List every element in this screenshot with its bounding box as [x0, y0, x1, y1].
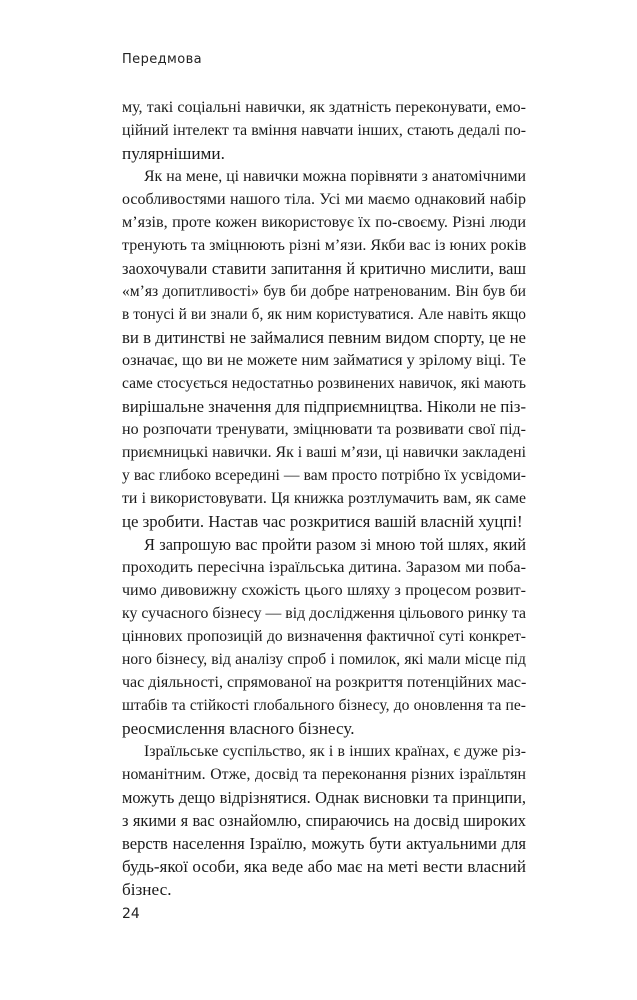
text-line: Я запрошую вас пройти разом зі мною той шлях, який: [144, 535, 526, 554]
text-line: в тонусі й ви знали б, як ним користуватися. Але навіть якщо: [122, 306, 526, 323]
text-line: Ізраїльське суспільство, як і в інших країнах, є дуже різ-: [144, 743, 526, 760]
text-line: ціннових пропозицій до визначення фактичної суті конкрет-: [122, 628, 526, 645]
text-line: це зробити. Настав час розкритися вашій власній хуцпі!: [122, 512, 523, 531]
page-number: 24: [122, 906, 140, 922]
text-line: ку сучасного бізнесу — від дослідження цільового ринку та: [122, 605, 526, 622]
text-line: Як на мене, ці навички можна порівняти з анатомічними: [144, 168, 526, 185]
running-head: Передмова: [122, 52, 203, 67]
text-line: бізнес.: [122, 880, 172, 899]
text-line: реосмислення власного бізнесу.: [122, 719, 355, 738]
text-line: заохочували ставити запитання й критично мислити, ваш: [122, 259, 526, 278]
text-line: вирішальне значення для підприємництва. Ніколи не піз-: [122, 397, 526, 416]
text-line: «м’яз допитливості» був би добре натренованим. Він був би: [122, 283, 526, 300]
text-line: саме стосується недостатньо розвинених навичок, які мають: [122, 375, 526, 392]
text-line: можуть дещо відрізнятися. Однак висновки та принципи,: [122, 788, 526, 807]
text-line: пулярнішими.: [122, 144, 225, 163]
text-line: проходить пересічна ізраїльська дитина. Заразом ми поба-: [122, 558, 526, 576]
text-line: приємницькі навички. Як і ваші м’язи, ці навички закладені: [122, 444, 526, 461]
text-line: час діяльності, спрямованої на розкриття потенційних мас-: [122, 674, 527, 691]
text-line: у вас глибоко всередині — вам просто потрібно їх усвідоми-: [122, 467, 526, 484]
text-line: номанітним. Отже, досвід та переконання різних ізраїльтян: [122, 766, 526, 783]
text-line: з якими я вас ознайомлю, спираючись на досвід широких: [122, 811, 526, 830]
text-line: ційний інтелект та вміння навчати інших, стають дедалі по-: [122, 122, 526, 139]
text-line: тренують та зміцнюють різні м’язи. Якби вас із юних років: [122, 237, 527, 254]
text-line: м’язів, проте кожен використовує їх по-своєму. Різні люди: [122, 213, 526, 231]
text-line: ного бізнесу, від аналізу спроб і помилок, які мали місце під: [122, 651, 526, 668]
text-line: ти і використовувати. Ця книжка розтлумачить вам, як саме: [122, 490, 526, 507]
text-line: верств населення Ізраїлю, можуть бути актуальними для: [122, 834, 526, 853]
text-line: особливостями нашого тіла. Усі ми маємо однаковий набір: [122, 191, 526, 208]
text-line: му, такі соціальні навички, як здатність переконувати, емо-: [122, 99, 526, 116]
text-line: будь-якої особи, яка веде або має на меті вести власний: [122, 857, 526, 876]
text-line: ви в дитинстві не займалися певним видом спорту, це не: [122, 328, 526, 347]
text-line: означає, що ви не можете ним займатися у зрілому віці. Те: [122, 351, 526, 369]
text-line: но розпочати тренувати, зміцнювати та розвивати свої під-: [122, 421, 526, 438]
body-text: [122, 96, 526, 901]
text-line: штабів та стійкості глобального бізнесу, до оновлення та пе-: [122, 697, 526, 714]
text-line: чимо дивовижну схожість цього шляху з процесом розвит-: [122, 582, 526, 599]
